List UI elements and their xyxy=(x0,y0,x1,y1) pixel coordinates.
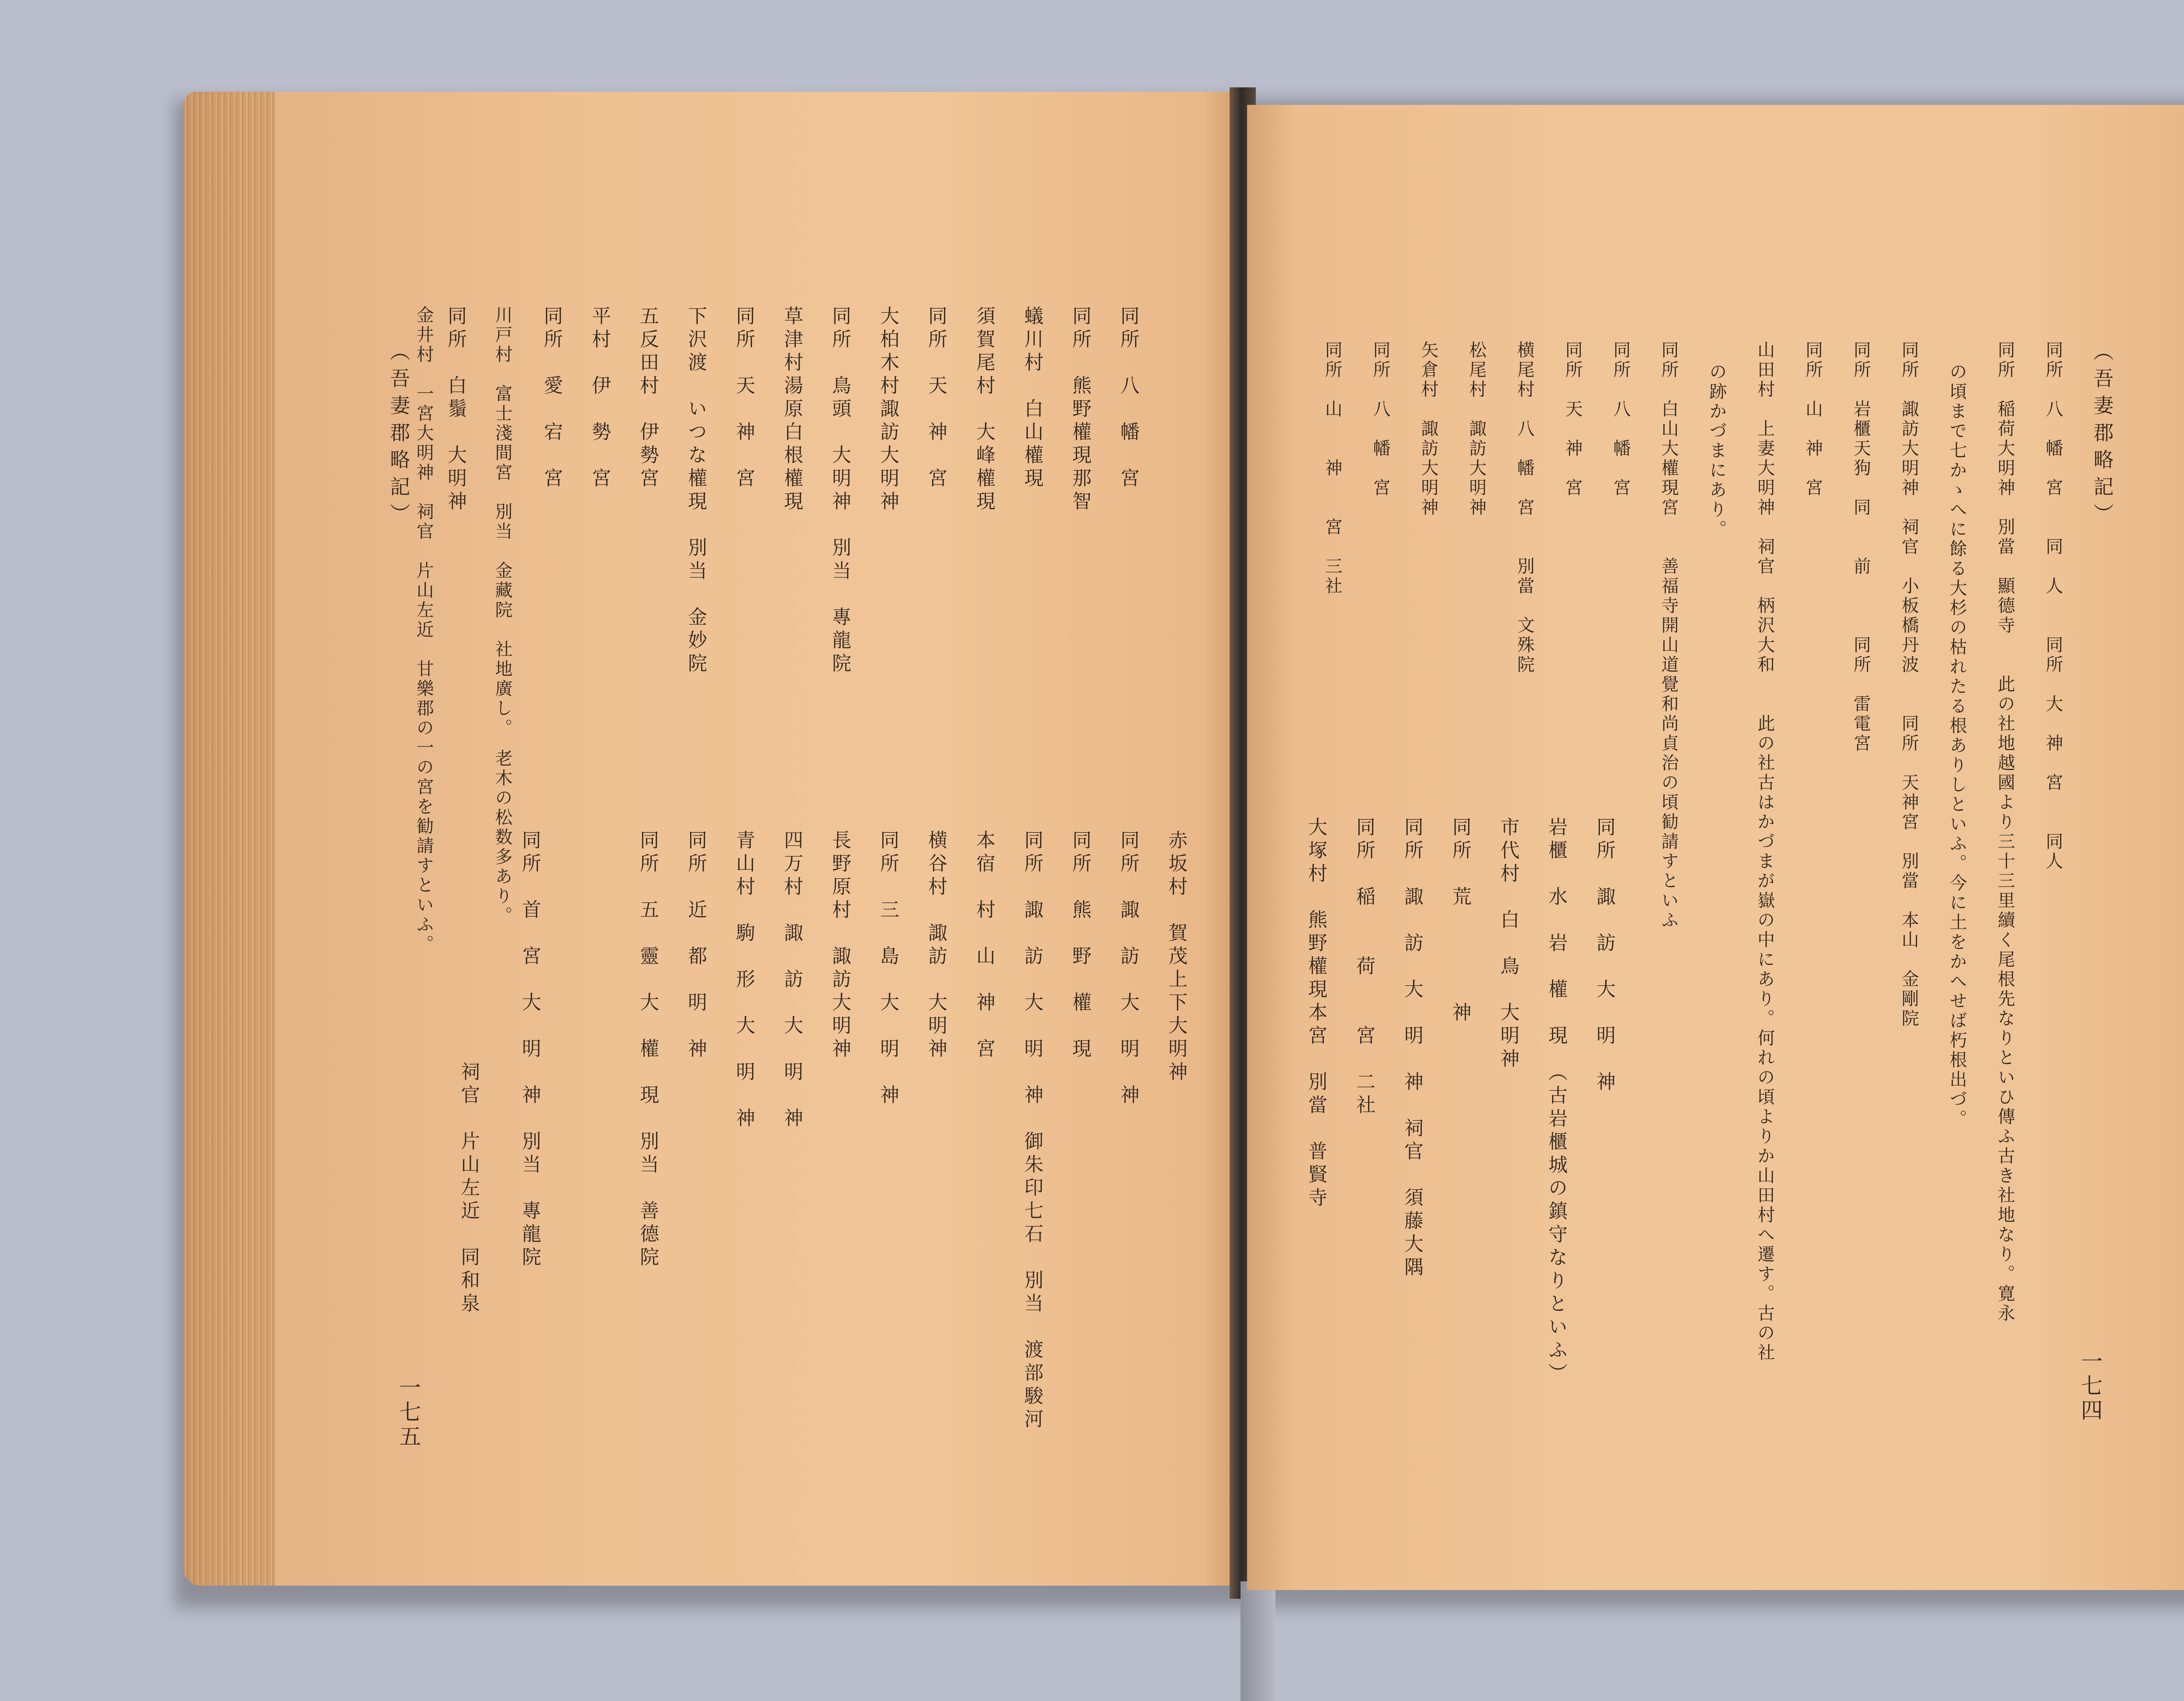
left-lower-col-13: 同所 首 宮 大 明 神 別当 專龍院 xyxy=(518,830,541,1270)
left-upper-col-10: 下沢渡 いつな權現 別当 金妙院 xyxy=(684,306,707,676)
right-upper-col-10: 同所 八 幡 宮 xyxy=(1610,341,1631,498)
left-upper-col-7: 同所 鳥頭 大明神 別当 專龍院 xyxy=(829,306,851,676)
left-upper-col-5: 同所 天 神 宮 xyxy=(925,306,947,491)
left-upper-col-3: 蟻川村 白山權現 xyxy=(1021,306,1043,491)
right-page-number: 一七四 xyxy=(2077,1350,2103,1423)
left-upper-col-8: 草津村湯原白根權現 xyxy=(781,306,803,514)
left-upper-col-13: 同所 愛 宕 宮 xyxy=(540,306,563,491)
left-upper-col-2: 同所 熊野權現那智 xyxy=(1069,306,1091,514)
right-upper-col-14: 矢倉村 諏訪大明神 xyxy=(1418,341,1438,518)
left-lower-col-3: 同所 熊 野 權 現 xyxy=(1069,830,1091,1061)
right-upper-col-4: 同所 諏訪大明神 祠官 小板橋丹波 同所 天神宮 別當 本山 金剛院 xyxy=(1899,341,1919,1029)
book-spine xyxy=(1241,1581,1275,1701)
left-lower-col-1: 赤坂村 賀茂上下大明神 xyxy=(1165,830,1187,1085)
right-upper-col-12: 横尾村 八 幡 宮 別當 文殊院 xyxy=(1514,341,1534,675)
left-upper-col-12: 平村 伊 勢 宮 xyxy=(588,306,611,491)
left-lower-col-10: 青山村 駒 形 大 明 神 xyxy=(733,830,755,1131)
page-edges xyxy=(183,92,275,1586)
left-upper-col-6: 大柏木村諏訪大明神 xyxy=(877,306,899,514)
right-lower-col-3: 市代村 白 鳥 大明神 xyxy=(1497,817,1519,1072)
left-upper-col-9: 同所 天 神 宮 xyxy=(733,306,755,491)
right-upper-col-8: の跡かづまにあり。 xyxy=(1707,363,1727,539)
right-upper-col-9: 同所 白山大權現宮 善福寺開山道覺和尚貞治の頃勧請すといふ xyxy=(1659,341,1679,930)
left-lower-col-11: 同所 近 都 明 神 xyxy=(684,830,707,1061)
right-lower-col-6: 同所 稲 荷 宮 二社 xyxy=(1353,817,1375,1118)
left-upper-col-16: 金井村 一宮大明神 祠官 片山左近 甘樂郡の一の宮を勧請すといふ。 xyxy=(414,306,434,954)
right-upper-col-15: 同所 八 幡 宮 xyxy=(1370,341,1390,498)
right-upper-col-3: の頃まで七かゝへに餘る大杉の枯れたる根ありしといふ。今に土をかへせば朽根出づ。 xyxy=(1947,363,1967,1129)
right-upper-col-13: 松尾村 諏訪大明神 xyxy=(1466,341,1486,518)
right-upper-col-5: 同所 岩櫃天狗 同 前 同所 雷電宮 xyxy=(1851,341,1871,754)
left-upper-col-14: 川戸村 富士淺間宮 別当 金藏院 社地廣し。 老木の松数多あり。 xyxy=(492,306,512,926)
left-page-number: 一七五 xyxy=(396,1376,421,1449)
left-lower-col-14: 祠官 片山左近 同和泉 xyxy=(457,1061,480,1316)
right-upper-col-7: 山田村 上妻大明神 祠官 柄沢大和 此の社古はかづまが嶽の中にあり。何れの頃よりか山田村へ遷す。古の社 xyxy=(1755,341,1775,1363)
right-upper-col-16: 同所 山 神 宮 三社 xyxy=(1322,341,1342,596)
right-lower-col-2: 岩櫃 水 岩 權 現 （古岩櫃城の鎮守なりといふ） xyxy=(1545,817,1567,1386)
left-lower-col-5: 本宿 村 山 神 宮 xyxy=(973,830,995,1061)
left-upper-col-4: 須賀尾村 大峰權現 xyxy=(973,306,995,514)
right-upper-col-1: 同所 八 幡 宮 同 人 同所 大 神 宮 同人 xyxy=(2043,341,2063,871)
left-upper-col-15: 同所 白鬚 大明神 xyxy=(444,306,467,514)
left-lower-col-6: 横谷村 諏訪 大明神 xyxy=(925,830,947,1061)
left-lower-col-9: 四万村 諏 訪 大 明 神 xyxy=(781,830,803,1131)
right-lower-col-5: 同所 諏 訪 大 明 神 祠官 須藤大隅 xyxy=(1401,817,1423,1280)
left-upper-col-11: 五反田村 伊勢宮 xyxy=(636,306,659,491)
left-lower-col-4: 同所 諏 訪 大 明 神 御朱印七石 別当 渡部駿河 xyxy=(1021,830,1043,1432)
right-upper-col-11: 同所 天 神 宮 xyxy=(1562,341,1583,498)
left-lower-col-2: 同所 諏 訪 大 明 神 xyxy=(1117,830,1139,1108)
right-header: （吾妻郡略記） xyxy=(2091,341,2114,530)
right-lower-col-4: 同所 荒 神 xyxy=(1449,817,1471,1025)
right-lower-col-1: 同所 諏 訪 大 明 神 xyxy=(1593,817,1615,1095)
right-upper-col-6: 同所 山 神 宮 xyxy=(1803,341,1823,498)
left-header: （吾妻郡略記） xyxy=(387,341,411,530)
left-upper-col-1: 同所 八 幡 宮 xyxy=(1117,306,1139,491)
left-lower-col-12: 同所 五 靈 大 權 現 別当 善德院 xyxy=(636,830,659,1270)
left-lower-col-8: 長野原村 諏訪大明神 xyxy=(829,830,851,1061)
right-lower-col-7: 大塚村 熊野權現本宮 別當 普賢寺 xyxy=(1305,817,1327,1210)
left-lower-col-7: 同所 三 島 大 明 神 xyxy=(877,830,899,1108)
right-upper-col-2: 同所 稲荷大明神 別當 顯德寺 此の社地越國より三十三里續く尾根先なりといひ傳ふ古き社地なり。寛永 xyxy=(1995,341,2015,1324)
